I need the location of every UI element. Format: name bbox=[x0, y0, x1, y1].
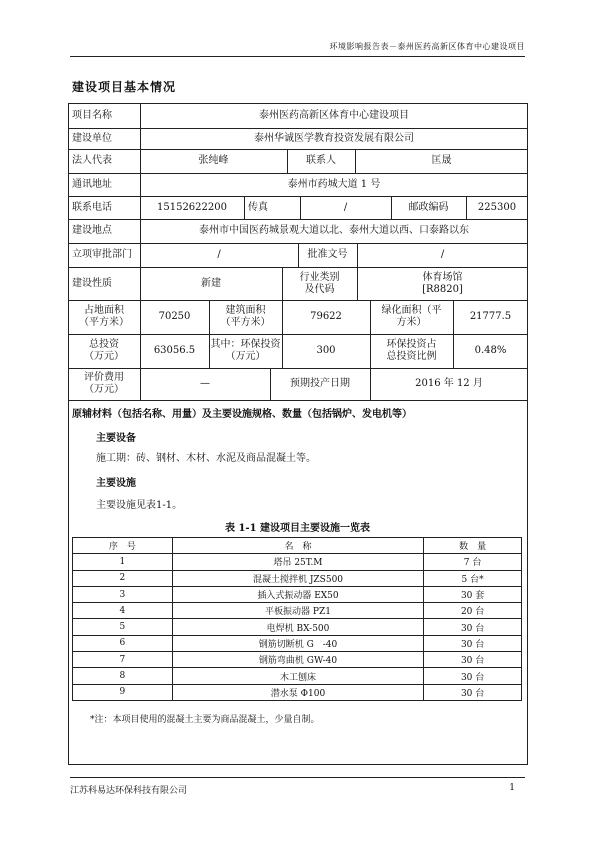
eval-fee-value: — bbox=[200, 378, 210, 389]
cell-no: 7 bbox=[73, 652, 173, 668]
cell-name: 木工刨床 bbox=[172, 668, 423, 684]
cell-no: 1 bbox=[73, 554, 173, 570]
cell-qty: 30 台 bbox=[424, 635, 522, 651]
facilities-table bbox=[72, 537, 522, 701]
section-title: 建设项目基本情况 bbox=[72, 80, 177, 94]
address-label: 通讯地址 bbox=[72, 178, 112, 190]
industry-value-line2: [R8820] bbox=[422, 283, 463, 295]
cell-name: 钢筋弯曲机 GW-40 bbox=[172, 652, 423, 668]
building-area-label-line2: （平方米） bbox=[220, 317, 271, 328]
industry-label-line1: 行业类别 bbox=[299, 271, 340, 283]
total-inv-label-line2: （万元） bbox=[84, 351, 124, 362]
building-area-value: 79622 bbox=[310, 311, 342, 322]
prod-date-label: 预期投产日期 bbox=[290, 378, 350, 389]
cell-qty: 20 台 bbox=[424, 603, 522, 619]
nature-value: 新建 bbox=[201, 277, 221, 289]
header-rule bbox=[70, 56, 525, 57]
cell-no: 3 bbox=[73, 586, 173, 602]
col-header-no: 序 号 bbox=[73, 538, 173, 554]
cell-no: 9 bbox=[73, 684, 173, 700]
prod-date-value: 2016 年 12 月 bbox=[415, 378, 483, 389]
equip-text: 施工期：砖、钢材、木材、水泥及商品混凝土等。 bbox=[96, 453, 316, 464]
env-ratio-label-line1: 环保投资占 bbox=[386, 339, 437, 350]
unit-value: 泰州华诚医学教育投资发展有限公司 bbox=[254, 132, 414, 144]
cell-name: 混凝土搅拌机 JZS500 bbox=[172, 570, 423, 586]
project-name-label: 项目名称 bbox=[72, 109, 112, 121]
table-header-row bbox=[73, 538, 522, 554]
nature-label: 建设性质 bbox=[72, 277, 112, 289]
env-ratio-label bbox=[370, 334, 453, 368]
running-header: 环境影响报告表－泰州医药高新区体育中心建设项目 bbox=[329, 42, 525, 51]
footer-rule bbox=[70, 777, 525, 778]
table-row bbox=[73, 684, 522, 700]
footer-company: 江苏科易达环保科技有限公司 bbox=[70, 786, 188, 796]
cell-name: 电焊机 BX-500 bbox=[172, 619, 423, 635]
cell-qty: 30 台 bbox=[424, 668, 522, 684]
postcode-value: 225300 bbox=[477, 201, 517, 213]
contact-label: 联系人 bbox=[306, 155, 336, 166]
cell-no: 2 bbox=[73, 570, 173, 586]
cell-qty: 30 套 bbox=[424, 586, 522, 602]
cell-no: 6 bbox=[73, 635, 173, 651]
table-row bbox=[73, 652, 522, 668]
env-inv-label-line2: （万元） bbox=[225, 351, 266, 362]
total-inv-label-line1: 总投资 bbox=[89, 339, 119, 350]
project-name: 泰州医药高新区体育中心建设项目 bbox=[259, 109, 409, 121]
land-area-label-line2: （平方米） bbox=[79, 317, 129, 328]
postcode-label: 邮政编码 bbox=[408, 201, 449, 213]
cell-qty: 30 台 bbox=[424, 684, 522, 700]
table-note: *注：本项目使用的混凝土主要为商品混凝土，少量自制。 bbox=[90, 715, 320, 725]
eval-fee-label bbox=[68, 368, 140, 400]
approval-no-value: / bbox=[440, 249, 445, 260]
col-header-name: 名 称 bbox=[172, 538, 423, 554]
total-inv-label bbox=[68, 334, 140, 368]
env-inv-label-line1: 其中：环保投资 bbox=[210, 339, 281, 350]
contact-value: 匡晟 bbox=[431, 155, 452, 166]
eval-fee-label-line1: 评价费用 bbox=[84, 372, 124, 383]
green-area-value: 21777.5 bbox=[469, 311, 512, 322]
env-inv-label bbox=[209, 334, 282, 368]
env-inv-value: 300 bbox=[316, 345, 336, 356]
site-value: 泰州市中国医药城景观大道以北、泰州大道以西、口泰路以东 bbox=[199, 225, 469, 236]
industry-label-line2: 及代码 bbox=[304, 283, 335, 295]
cell-no: 5 bbox=[73, 619, 173, 635]
table-row bbox=[73, 668, 522, 684]
green-area-label-line1: 绿化面积（平 bbox=[381, 305, 442, 316]
equip-heading: 主要设备 bbox=[96, 433, 136, 444]
cell-name: 潜水泵 Φ100 bbox=[172, 684, 423, 700]
approval-dept-value: / bbox=[217, 249, 221, 260]
fax-label: 传真 bbox=[248, 201, 268, 213]
table-row bbox=[73, 635, 522, 651]
cell-name: 插入式振动器 EX50 bbox=[172, 586, 423, 602]
phone-label: 联系电话 bbox=[72, 201, 112, 213]
approval-no-label: 批准文号 bbox=[307, 249, 348, 260]
land-area-label bbox=[68, 300, 140, 334]
page-number: 1 bbox=[509, 783, 515, 793]
cell-name: 钢筋切断机 G -40 bbox=[172, 635, 423, 651]
green-area-label-line2: 方米） bbox=[396, 317, 427, 328]
land-area-value: 70250 bbox=[158, 311, 191, 322]
industry-label bbox=[282, 267, 357, 300]
cell-no: 4 bbox=[73, 603, 173, 619]
cell-qty: 7 台 bbox=[424, 554, 522, 570]
cell-name: 平板振动器 PZ1 bbox=[172, 603, 423, 619]
table-row bbox=[73, 619, 522, 635]
land-area-label-line1: 占地面积 bbox=[84, 305, 124, 316]
phone-value: 15152622200 bbox=[157, 201, 227, 213]
cell-qty: 30 台 bbox=[424, 619, 522, 635]
row-divider bbox=[68, 400, 528, 401]
cell-no: 8 bbox=[73, 668, 173, 684]
address-value: 泰州市药城大道 1 号 bbox=[287, 178, 381, 190]
site-label: 建设地点 bbox=[72, 225, 112, 236]
table-row bbox=[73, 570, 522, 586]
env-ratio-value: 0.48% bbox=[474, 345, 507, 356]
green-area-label bbox=[370, 300, 453, 334]
table-row bbox=[73, 603, 522, 619]
env-ratio-label-line2: 总投资比例 bbox=[386, 351, 437, 362]
table-row bbox=[73, 586, 522, 602]
industry-value bbox=[357, 267, 528, 300]
cell-qty: 30 台 bbox=[424, 652, 522, 668]
eval-fee-label-line2: （万元） bbox=[84, 384, 124, 395]
total-inv-value: 63056.5 bbox=[153, 345, 196, 356]
table-row bbox=[73, 554, 522, 570]
facility-heading: 主要设施 bbox=[96, 478, 136, 489]
facility-text: 主要设施见表1-1。 bbox=[96, 500, 183, 511]
legal-rep-label: 法人代表 bbox=[72, 155, 112, 166]
building-area-label bbox=[209, 300, 282, 334]
col-header-qty: 数 量 bbox=[424, 538, 522, 554]
unit-label: 建设单位 bbox=[72, 132, 112, 144]
approval-dept-label: 立项审批部门 bbox=[72, 249, 132, 260]
building-area-label-line1: 建筑面积 bbox=[225, 305, 266, 316]
industry-value-line1: 体育场馆 bbox=[422, 271, 463, 283]
cell-qty: 5 台* bbox=[424, 570, 522, 586]
table-title: 表 1-1 建设项目主要设施一览表 bbox=[224, 523, 371, 534]
legal-rep-value: 张纯峰 bbox=[198, 155, 229, 166]
cell-name: 塔吊 25T.M bbox=[172, 554, 423, 570]
materials-heading: 原辅材料（包括名称、用量）及主要设施规格、数量（包括锅炉、发电机等） bbox=[72, 409, 412, 420]
fax-value: / bbox=[343, 201, 348, 213]
